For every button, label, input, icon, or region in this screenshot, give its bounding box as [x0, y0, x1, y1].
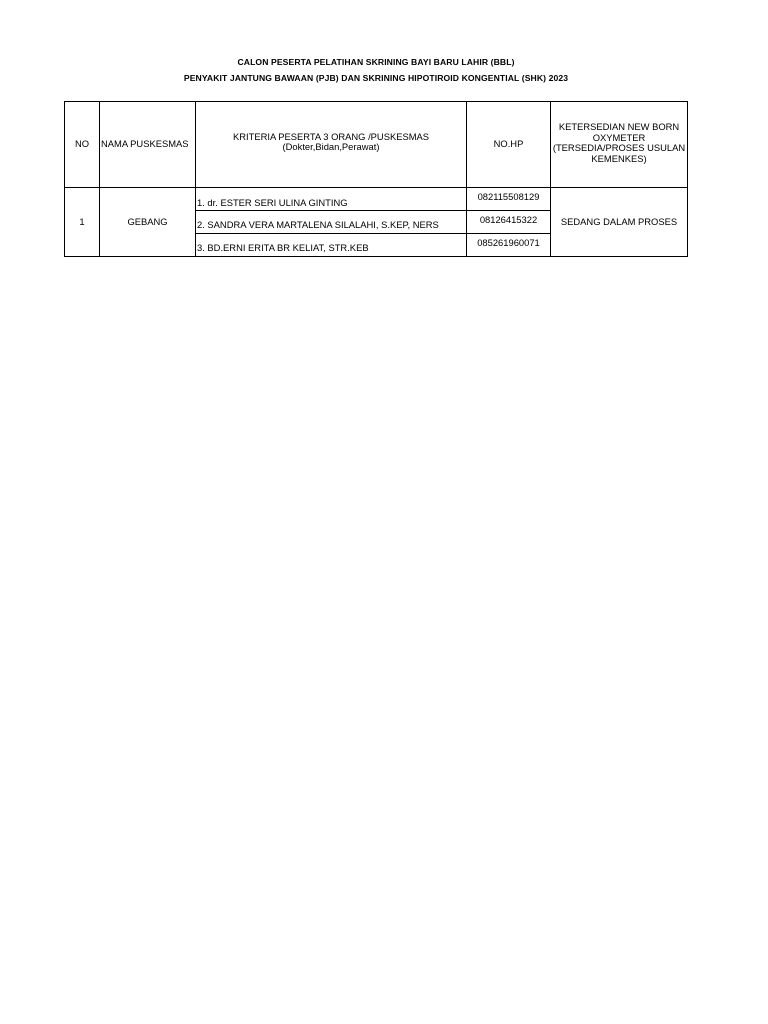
- document-title-line-1: CALON PESERTA PELATIHAN SKRINING BAYI BARU LAHIR (BBL): [237, 57, 515, 67]
- row-no: [65, 188, 99, 256]
- table-border-right: [687, 101, 688, 257]
- header-kriteria: [196, 102, 466, 187]
- document-title-line-2: PENYAKIT JANTUNG BAWAAN (PJB) DAN SKRINING HIPOTIROID KONGENTIAL (SHK) 2023: [183, 73, 569, 83]
- header-kriteria-line-1: KRITERIA PESERTA 3 ORANG /PUSKESMAS: [232, 130, 430, 142]
- header-no: [65, 102, 99, 187]
- header-no-hp: [467, 102, 550, 187]
- participant-name-2-text: 2. SANDRA VERA MARTALENA SILALAHI, S.KEP, NERS: [197, 219, 439, 231]
- header-kriteria-line-2: (Dokter,Bidan,Perawat): [282, 141, 380, 152]
- header-no-hp-label: NO.HP: [493, 138, 524, 150]
- participant-name-3: [196, 234, 466, 256]
- participant-phone-1: [467, 188, 550, 210]
- participant-name-2: [196, 211, 466, 233]
- header-ketersediaan-line-4: KEMENKES): [591, 152, 647, 164]
- participant-phone-3: [467, 234, 550, 256]
- row-status: [551, 188, 687, 256]
- participants-table: [64, 101, 688, 257]
- header-ketersediaan-line-3: (TERSEDIA/PROSES USULAN: [552, 142, 686, 153]
- row-no-value: 1: [79, 215, 85, 227]
- header-ketersediaan: [551, 102, 687, 187]
- header-no-label: NO: [74, 138, 90, 150]
- participant-name-1: [196, 188, 466, 210]
- header-nama-puskesmas: [100, 102, 195, 187]
- participant-phone-2: [467, 211, 550, 233]
- table-border-bottom: [64, 256, 688, 257]
- participant-phone-3-text: 085261960071: [477, 237, 540, 249]
- row-puskesmas: [100, 188, 195, 256]
- participant-name-1-text: 1. dr. ESTER SERI ULINA GINTING: [197, 196, 348, 208]
- row-puskesmas-value: GEBANG: [127, 215, 168, 227]
- participant-phone-2-text: 08126415322: [479, 214, 538, 226]
- participant-name-3-text: 3. BD.ERNI ERITA BR KELIAT, STR.KEB: [197, 242, 369, 254]
- participant-phone-1-text: 082115508129: [477, 190, 540, 202]
- header-nama-puskesmas-label: NAMA PUSKESMAS: [101, 138, 189, 150]
- header-ketersediaan-line-1: KETERSEDIAN NEW BORN: [558, 121, 680, 132]
- header-ketersediaan-line-2: OXYMETER: [592, 131, 646, 143]
- row-status-value: SEDANG DALAM PROSES: [560, 215, 678, 227]
